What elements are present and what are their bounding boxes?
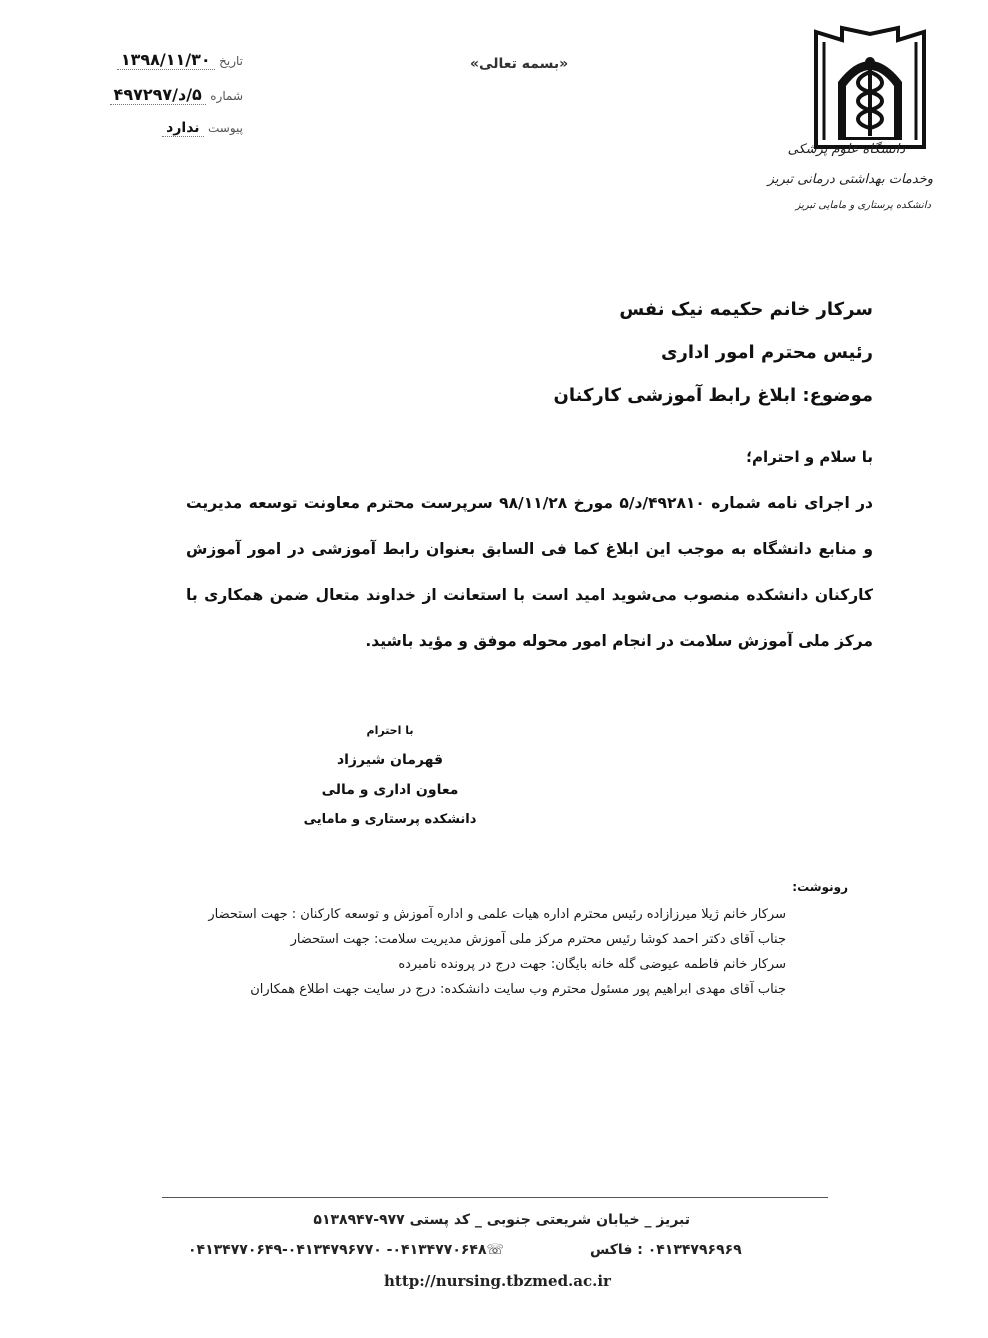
logo-text-faculty: دانشکده پرستاری و مامایی تبریز (795, 200, 931, 211)
number-label: شماره (210, 89, 243, 103)
attachment-label: پیوست (208, 121, 243, 135)
footer-divider (162, 1197, 828, 1198)
date-label: تاریخ (219, 54, 243, 68)
letter-subject: موضوع: ابلاغ رابط آموزشی کارکنان (553, 385, 873, 406)
date-row (117, 50, 243, 69)
footer-website-link[interactable]: http://nursing.tbzmed.ac.ir (384, 1272, 611, 1290)
signature-closing: با احترام (366, 724, 414, 737)
cc-item: جناب آقای دکتر احمد کوشا رئیس محترم مرکز ملی آموزش مدیریت سلامت: جهت استحضار (290, 932, 786, 947)
cc-item: سرکار خانم ژیلا میرزازاده رئیس محترم اداره هیات علمی و اداره آموزش و توسعه کارکنان : جهت استحضار (208, 907, 786, 922)
university-logo (767, 22, 933, 222)
bismillah-heading: «بسمه تعالی» (470, 56, 569, 72)
letter-body: در اجرای نامه شماره ۴۹۲۸۱۰/د/۵ مورخ ۹۸/۱۱/۲۸ سرپرست محترم معاونت توسعه مدیریت و منابع دانشگاه به موجب این ابلاغ کما فی السابق بعنوان رابط آموزشی در امور آموزش کارکنان دانشکده منصوب می‌شوید امید است با استعانت از خداوند متعال ضمن همکاری با مرکز ملی آموزش سلامت در انجام امور محوله موفق و مؤید باشید. (186, 494, 873, 650)
number-value: ۵/د/۴۹۷۲۹۷ (110, 85, 206, 105)
logo-text-university: دانشگاه علوم پزشکی (787, 142, 905, 157)
university-emblem-icon (808, 22, 933, 157)
signature-name: قهرمان شیرزاد (336, 752, 444, 768)
cc-title: رونوشت: (792, 880, 848, 894)
footer-fax: ۰۴۱۳۴۷۹۶۹۶۹ : فاکس (590, 1242, 742, 1258)
attachment-row (162, 120, 243, 136)
logo-text-services: وخدمات بهداشتی درمانی تبریز (767, 172, 933, 187)
date-value: ۱۳۹۸/۱۱/۳۰ (117, 50, 215, 70)
signature-position: معاون اداری و مالی (321, 782, 459, 798)
cc-list (208, 902, 786, 1002)
attachment-value: ندارد (162, 120, 203, 137)
number-row (110, 85, 243, 104)
recipient-title: رئیس محترم امور اداری (661, 342, 873, 363)
footer-address: تبریز _ خیابان شریعتی جنوبی _ کد پستی ۹۷۷-۵۱۳۸۹۴۷ (313, 1212, 690, 1228)
salutation: با سلام و احترام؛ (746, 448, 873, 466)
cc-item: سرکار خانم فاطمه عیوضی گله خانه بایگان: جهت درج در پرونده نامبرده (398, 957, 786, 972)
signature-organization: دانشکده پرستاری و مامایی (303, 812, 477, 827)
footer-phones: ☏۰۴۱۳۴۷۷۰۶۴۸- ۰۴۱۳۴۷۷۰۶۴۹-۰۴۱۳۴۷۹۶۷۷۰ (188, 1242, 505, 1258)
recipient-name: سرکار خانم حکیمه نیک نفس (619, 299, 873, 320)
cc-item: جناب آقای مهدی ابراهیم پور مسئول محترم وب سایت دانشکده: درج در سایت جهت اطلاع همکاران (250, 982, 786, 997)
